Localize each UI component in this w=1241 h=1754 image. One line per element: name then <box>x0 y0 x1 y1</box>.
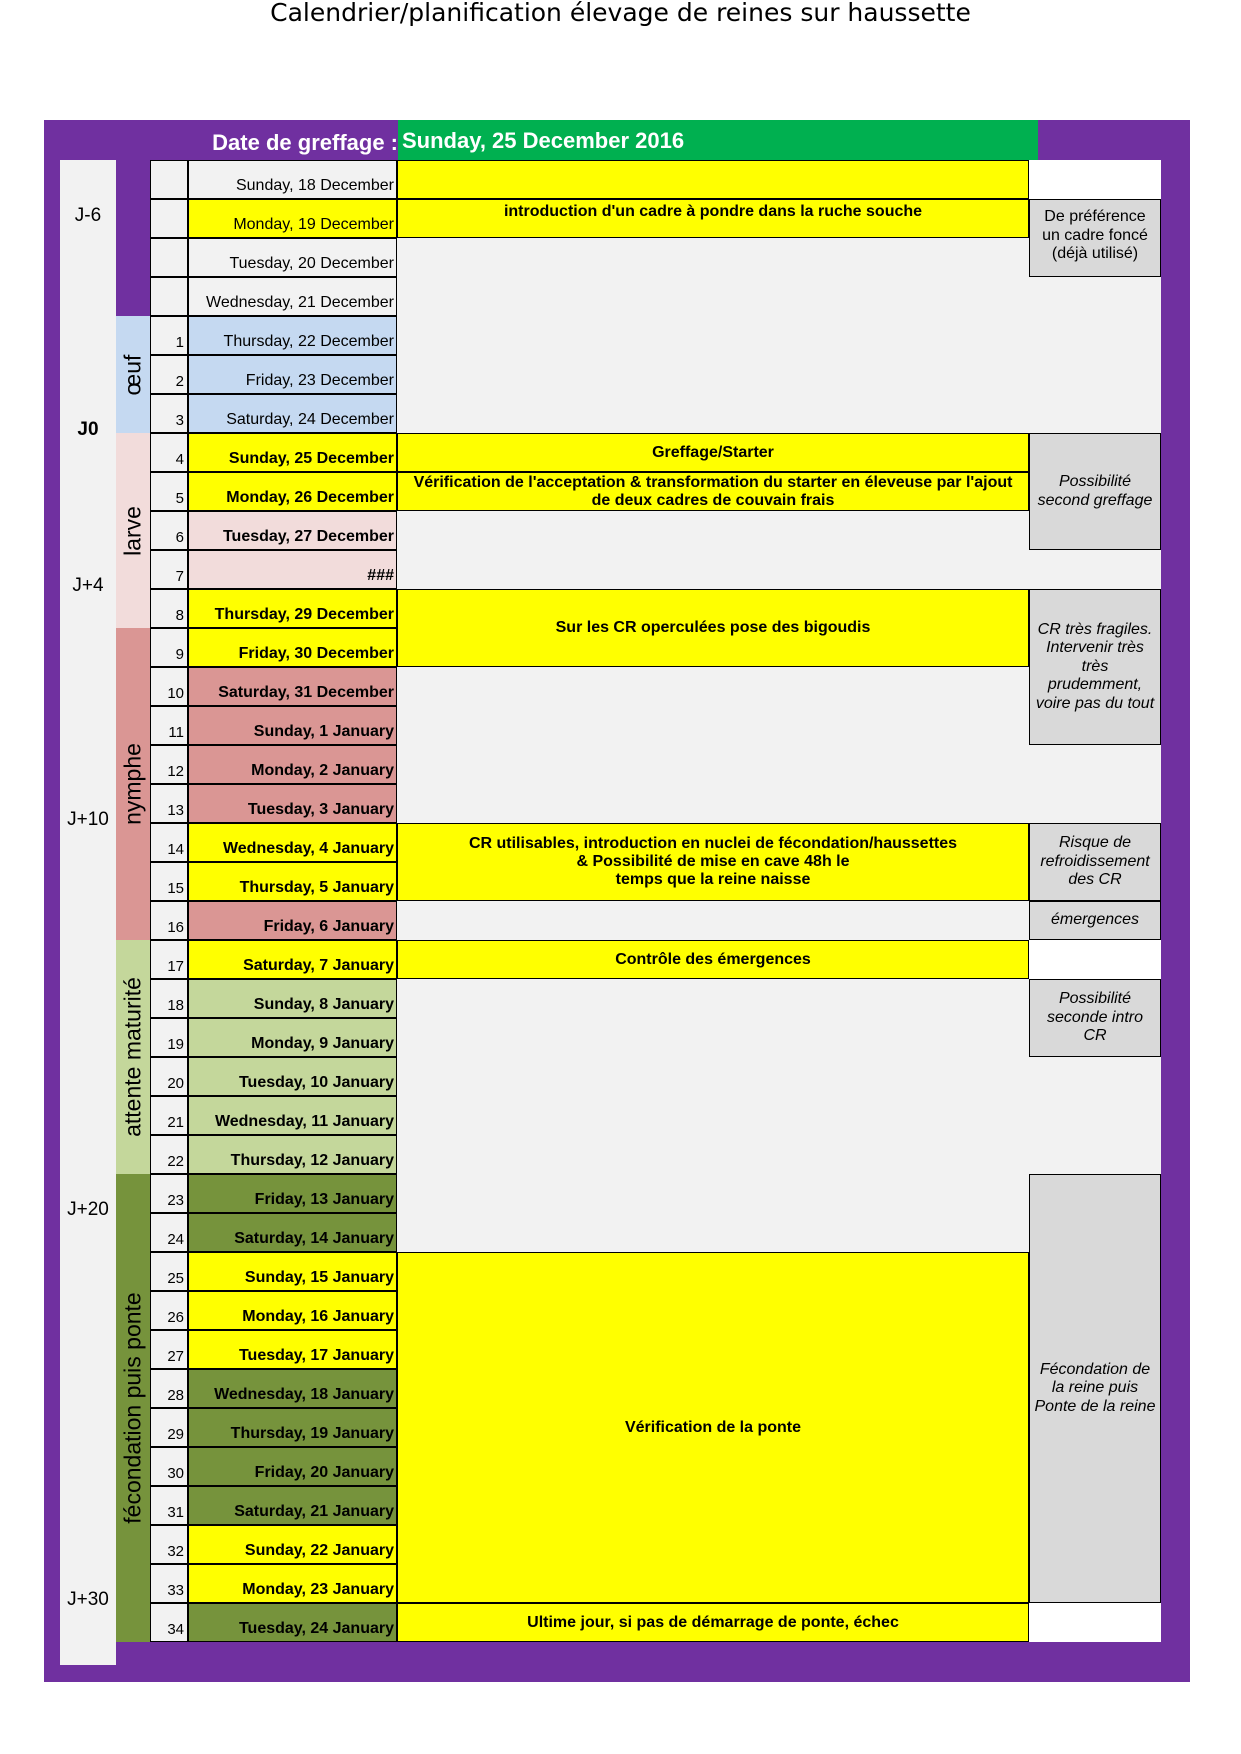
day-number: 15 <box>150 862 188 901</box>
phase-label: attente maturité <box>119 977 146 1137</box>
note-cell <box>1029 199 1161 277</box>
note-cell <box>1029 823 1161 901</box>
activity-cell <box>397 589 1029 667</box>
note-cell <box>1029 979 1161 1057</box>
day-number: 32 <box>150 1525 188 1564</box>
note-cell <box>1029 745 1161 823</box>
day-date: Tuesday, 17 January <box>188 1330 397 1369</box>
day-date: Saturday, 14 January <box>188 1213 397 1252</box>
phase-band <box>116 1174 150 1642</box>
day-number: 2 <box>150 355 188 394</box>
day-date: Sunday, 22 January <box>188 1525 397 1564</box>
day-number: 12 <box>150 745 188 784</box>
note-cell <box>1029 589 1161 745</box>
day-number: 31 <box>150 1486 188 1525</box>
note-cell <box>1029 940 1161 979</box>
day-number: 33 <box>150 1564 188 1603</box>
note-cell <box>1029 901 1161 940</box>
day-date: Wednesday, 18 January <box>188 1369 397 1408</box>
phase-band <box>116 940 150 1174</box>
phase-label: larve <box>119 505 146 556</box>
day-number: 11 <box>150 706 188 745</box>
note-cell <box>1029 433 1161 550</box>
activity-cell <box>397 199 1029 238</box>
day-date: Sunday, 1 January <box>188 706 397 745</box>
note-cell <box>1029 277 1161 433</box>
graft-date-value[interactable]: Sunday, 25 December 2016 <box>398 120 1038 160</box>
day-date: Monday, 23 January <box>188 1564 397 1603</box>
activity-cell <box>397 1603 1029 1642</box>
day-date: Friday, 20 January <box>188 1447 397 1486</box>
j-day-label: J-6 <box>74 204 102 226</box>
day-number: 8 <box>150 589 188 628</box>
day-date: Friday, 23 December <box>188 355 397 394</box>
note-text: CR très fragiles. Intervenir très très prudemment, voire pas du tout <box>1035 620 1155 712</box>
day-number: 3 <box>150 394 188 433</box>
activity-text: CR utilisables, introduction en nuclei de fécondation/haussettes & Possibilité de mise en cave 48h le temps que la reine naisse <box>468 835 958 888</box>
phase-label: œuf <box>119 354 146 395</box>
day-date: Sunday, 25 December <box>188 433 397 472</box>
day-number: 17 <box>150 940 188 979</box>
day-number: 1 <box>150 316 188 355</box>
day-date: Saturday, 24 December <box>188 394 397 433</box>
day-number: 10 <box>150 667 188 706</box>
activity-cell <box>397 238 1029 433</box>
note-text: Possibilité seconde intro CR <box>1046 990 1144 1045</box>
day-number <box>150 238 188 277</box>
activity-text: Greffage/Starter <box>652 443 774 461</box>
day-number: 25 <box>150 1252 188 1291</box>
day-date: Monday, 9 January <box>188 1018 397 1057</box>
note-cell <box>1029 1603 1161 1642</box>
day-date: Thursday, 12 January <box>188 1135 397 1174</box>
day-date: Thursday, 29 December <box>188 589 397 628</box>
day-number: 6 <box>150 511 188 550</box>
note-cell <box>1029 160 1161 199</box>
j-day-column <box>60 160 116 1665</box>
activity-cell <box>397 433 1029 472</box>
day-date: Wednesday, 21 December <box>188 277 397 316</box>
activity-text: Vérification de la ponte <box>624 1418 802 1436</box>
note-cell <box>1029 550 1161 589</box>
day-number: 29 <box>150 1408 188 1447</box>
activity-text: introduction d'un cadre à pondre dans la ruche souche <box>503 203 923 220</box>
phase-band <box>116 433 150 628</box>
graft-date-label: Date de greffage : <box>212 130 398 155</box>
activity-cell <box>397 472 1029 511</box>
day-date: Tuesday, 3 January <box>188 784 397 823</box>
day-number: 23 <box>150 1174 188 1213</box>
day-date: Friday, 6 January <box>188 901 397 940</box>
j-day-label: J+20 <box>67 1199 109 1220</box>
phase-band <box>116 628 150 940</box>
note-text: émergences <box>1050 911 1140 929</box>
day-number: 19 <box>150 1018 188 1057</box>
day-date: Monday, 19 December <box>188 199 397 238</box>
day-number: 5 <box>150 472 188 511</box>
activity-cell <box>397 667 1029 823</box>
day-number: 16 <box>150 901 188 940</box>
j-day-label: J+4 <box>72 575 104 596</box>
day-date: Tuesday, 24 January <box>188 1603 397 1642</box>
note-text: Fécondation de la reine puis Ponte de la reine <box>1034 1360 1156 1415</box>
day-date: Sunday, 18 December <box>188 160 397 199</box>
day-number: 21 <box>150 1096 188 1135</box>
day-date: Saturday, 7 January <box>188 940 397 979</box>
activity-cell <box>397 979 1029 1252</box>
j-day-label: J0 <box>77 419 99 440</box>
day-date: Monday, 26 December <box>188 472 397 511</box>
day-date: Wednesday, 4 January <box>188 823 397 862</box>
phase-band <box>116 316 150 433</box>
day-number: 20 <box>150 1057 188 1096</box>
activity-cell <box>397 940 1029 979</box>
day-number: 24 <box>150 1213 188 1252</box>
activity-text: Sur les CR operculées pose des bigoudis <box>555 619 871 636</box>
day-number <box>150 199 188 238</box>
day-number: 7 <box>150 550 188 589</box>
day-date: Wednesday, 11 January <box>188 1096 397 1135</box>
day-number <box>150 160 188 199</box>
note-text: Possibilité second greffage <box>1037 473 1153 509</box>
activity-cell <box>397 823 1029 901</box>
day-date: Friday, 13 January <box>188 1174 397 1213</box>
day-date: Monday, 2 January <box>188 745 397 784</box>
day-date: Thursday, 22 December <box>188 316 397 355</box>
day-number: 13 <box>150 784 188 823</box>
activity-text: Ultime jour, si pas de démarrage de ponte, échec <box>527 1613 899 1631</box>
day-date: Saturday, 21 January <box>188 1486 397 1525</box>
day-date: Monday, 16 January <box>188 1291 397 1330</box>
day-number <box>150 277 188 316</box>
activity-cell <box>397 901 1029 940</box>
j-day-label: J+10 <box>67 809 109 830</box>
activity-cell <box>397 511 1029 589</box>
phase-label: fécondation puis ponte <box>119 1292 146 1524</box>
day-date: Thursday, 5 January <box>188 862 397 901</box>
phase-label: nymphe <box>119 743 146 825</box>
day-number: 22 <box>150 1135 188 1174</box>
day-date: Tuesday, 27 December <box>188 511 397 550</box>
day-number: 4 <box>150 433 188 472</box>
day-date: Sunday, 8 January <box>188 979 397 1018</box>
day-date: ### <box>188 550 397 589</box>
note-cell <box>1029 1174 1161 1603</box>
day-number: 18 <box>150 979 188 1018</box>
day-date: Tuesday, 20 December <box>188 238 397 277</box>
document-title: Calendrier/planification élevage de reines sur haussette <box>270 0 971 27</box>
day-number: 27 <box>150 1330 188 1369</box>
day-date: Friday, 30 December <box>188 628 397 667</box>
note-text: De préférence un cadre foncé (déjà utilisé) <box>1042 208 1148 262</box>
note-text: Risque de refroidissement des CR <box>1040 834 1150 889</box>
day-date: Sunday, 15 January <box>188 1252 397 1291</box>
day-date: Thursday, 19 January <box>188 1408 397 1447</box>
day-number: 28 <box>150 1369 188 1408</box>
activity-cell <box>397 160 1029 199</box>
activity-text: Vérification de l'acceptation & transformation du starter en éleveuse par l'ajout de deux cadres de couvain frais <box>413 473 1013 509</box>
day-number: 26 <box>150 1291 188 1330</box>
note-cell <box>1029 1057 1161 1174</box>
j-day-label: J+30 <box>67 1589 109 1610</box>
activity-cell <box>397 1252 1029 1603</box>
day-number: 9 <box>150 628 188 667</box>
day-date: Saturday, 31 December <box>188 667 397 706</box>
day-number: 30 <box>150 1447 188 1486</box>
activity-text: Contrôle des émergences <box>615 950 811 968</box>
day-number: 34 <box>150 1603 188 1642</box>
day-number: 14 <box>150 823 188 862</box>
day-date: Tuesday, 10 January <box>188 1057 397 1096</box>
